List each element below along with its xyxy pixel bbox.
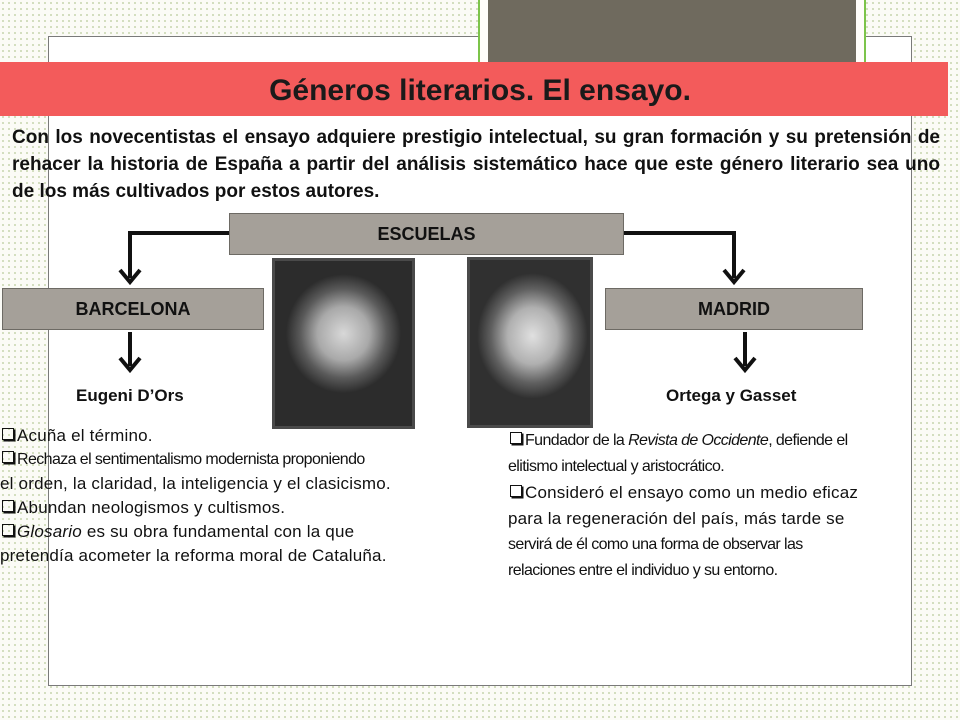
list-item [0,520,500,544]
revista-title: Revista de Occidente [628,432,769,449]
left-bullet-list [0,424,500,568]
barcelona-box: BARCELONA [2,288,264,330]
bullet-square-icon [510,432,522,444]
list-item-text: elitismo intelectual y aristocrático. [508,458,725,475]
bullet-square-icon [510,485,522,497]
bullet-square-icon [2,524,14,536]
list-item [0,496,500,520]
bullet-square-icon [2,428,14,440]
ortega-y-gasset-portrait [467,257,593,428]
list-item-text: , defiende el [768,432,848,449]
list-item-text: Abundan neologismos y cultismos. [17,498,286,517]
escuelas-box: ESCUELAS [229,213,624,255]
list-item-text: Consideró el ensayo como un medio eficaz [525,483,859,502]
right-author-name: Ortega y Gasset [666,386,797,405]
list-item-text: Rechaza el sentimentalismo modernista proponiendo [17,451,365,468]
list-item-continuation [0,472,500,496]
list-item [508,428,948,454]
list-item-text: servirá de él como una forma de observar las [508,536,803,553]
list-item-continuation [508,506,948,532]
list-item-continuation [508,558,948,584]
intro-paragraph: Con los novecentistas el ensayo adquiere prestigio intelectual, su gran formación y su pretensión de rehacer la historia de España a partir del análisis sistemático hace que este género literario sea uno de los más cultivados por estos autores. [12,127,940,202]
slide-title: Géneros literarios. El ensayo. [269,74,691,107]
list-item-text: Acuña el término. [17,426,153,445]
list-item-continuation [0,544,500,568]
glosario-title: Glosario [17,522,82,541]
list-item-text: el orden, la claridad, la inteligencia y el clasicismo. [0,474,391,493]
list-item-text: es su obra fundamental con la que [81,522,355,541]
eugeni-dors-portrait [272,258,415,429]
list-item-text: relaciones entre el individuo y su entorno. [508,562,778,579]
right-bullet-list [508,428,948,584]
left-author-name: Eugeni D’Ors [76,386,184,405]
list-item-continuation [508,454,948,480]
list-item-continuation [508,532,948,558]
left-connector [130,233,229,278]
bullet-square-icon [2,451,14,463]
list-item-text: para la regeneración del país, más tarde se [508,509,845,528]
right-connector [624,233,734,278]
bullet-square-icon [2,500,14,512]
list-item [0,424,500,448]
list-item-text: pretendía acometer la reforma moral de Cataluña. [0,546,387,565]
list-item-text: Fundador de la [525,432,629,449]
madrid-box: MADRID [605,288,863,330]
list-item [0,448,500,472]
list-item [508,480,948,506]
